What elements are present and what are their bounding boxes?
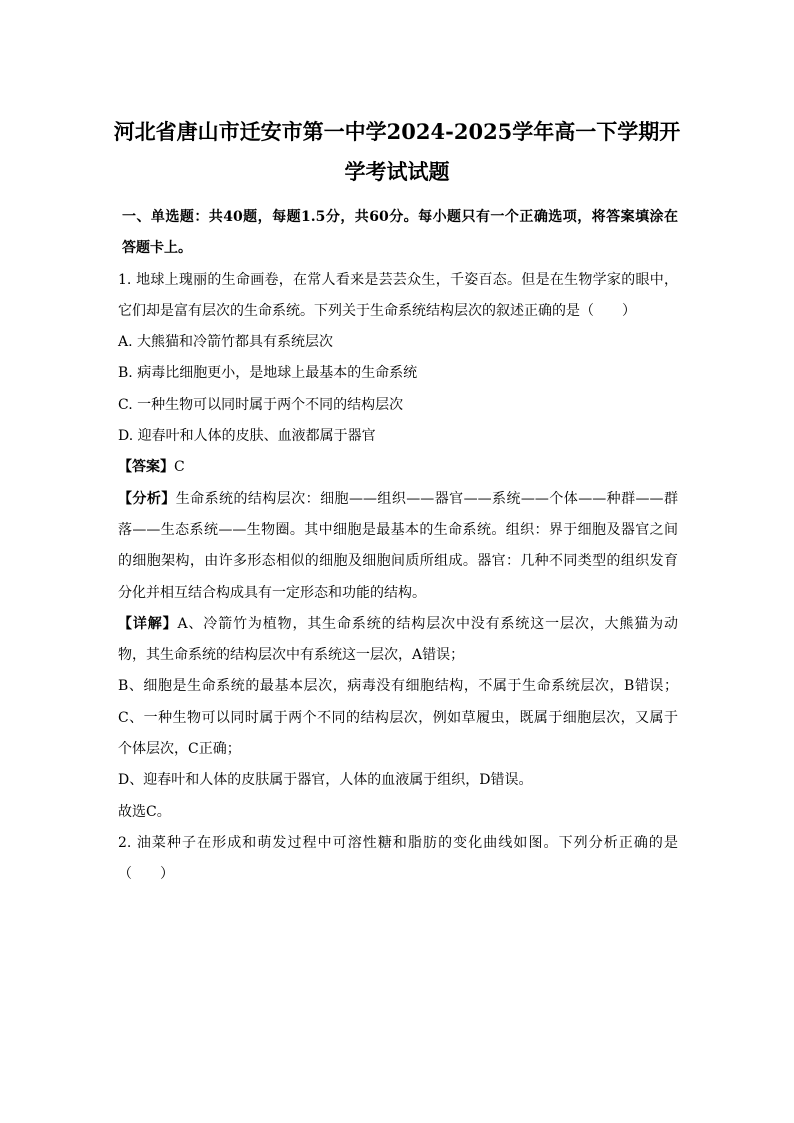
analysis-line-4: 分化并相互结合构成具有一定形态和功能的结构。 bbox=[118, 584, 426, 601]
detail-line-4: C、一种生物可以同时属于两个不同的结构层次，例如草履虫，既属于细胞层次，又属于 bbox=[118, 709, 678, 726]
section-heading-cont: 答题卡上。 bbox=[122, 240, 192, 257]
question-1-analysis bbox=[118, 484, 678, 515]
analysis-line-2: 落——生态系统——生物圈。其中细胞是最基本的生命系统。组织：界于细胞及器官之间 bbox=[118, 521, 678, 538]
document-body bbox=[118, 202, 678, 891]
detail-line-1: A、冷箭竹为植物，其生命系统的结构层次中没有系统这一层次，大熊猫为动 bbox=[177, 615, 679, 632]
analysis-line-3: 的细胞架构，由许多形态相似的细胞及细胞间质所组成。器官：几种不同类型的组织发育 bbox=[118, 553, 678, 570]
question-1-option-d: D. 迎春叶和人体的皮肤、血液都属于器官 bbox=[118, 428, 376, 445]
question-1-stem: 1. 地球上瑰丽的生命画卷，在常人看来是芸芸众生，千姿百态。但是在生物学家的眼中， bbox=[118, 271, 678, 288]
detail-line-5: 个体层次，C正确； bbox=[118, 741, 241, 758]
question-1-stem-cont: 它们却是富有层次的生命系统。下列关于生命系统结构层次的叙述正确的是（ ） bbox=[118, 302, 636, 319]
section-heading: 一、单选题：共40题，每题1.5分，共60分。每小题只有一个正确选项，将答案填涂在 bbox=[122, 209, 678, 225]
document-title bbox=[100, 112, 694, 192]
analysis-tag: 【分析】 bbox=[118, 490, 176, 507]
answer-value: C bbox=[174, 459, 185, 476]
answer-tag: 【答案】 bbox=[118, 459, 174, 476]
question-1-answer bbox=[118, 452, 678, 483]
detail-line-2: 物，其生命系统的结构层次中有系统这一层次，A错误； bbox=[118, 647, 465, 664]
detail-line-3: B、细胞是生命系统的最基本层次，病毒没有细胞结构，不属于生命系统层次，B错误； bbox=[118, 678, 678, 695]
question-1-option-a: A. 大熊猫和冷箭竹都具有系统层次 bbox=[118, 334, 334, 351]
question-2-stem-cont: （ ） bbox=[118, 866, 174, 883]
question-1-option-c: C. 一种生物可以同时属于两个不同的结构层次 bbox=[118, 396, 404, 413]
question-1-detail bbox=[118, 609, 678, 640]
title-line-1: 河北省唐山市迁安市第一中学2024-2025学年高一下学期开 bbox=[113, 119, 681, 144]
question-1-conclusion: 故选C。 bbox=[118, 803, 171, 820]
detail-line-6: D、迎春叶和人体的皮肤属于器官，人体的血液属于组织，D错误。 bbox=[118, 772, 533, 789]
title-line-2: 学考试试题 bbox=[344, 159, 450, 184]
question-2-stem: 2. 油菜种子在形成和萌发过程中可溶性糖和脂肪的变化曲线如图。下列分析正确的是 bbox=[118, 834, 678, 851]
detail-tag: 【详解】 bbox=[118, 615, 178, 632]
question-1-option-b: B. 病毒比细胞更小，是地球上最基本的生命系统 bbox=[118, 365, 418, 382]
analysis-line-1: 生命系统的结构层次：细胞——组织——器官——系统——个体——种群——群 bbox=[175, 490, 678, 507]
